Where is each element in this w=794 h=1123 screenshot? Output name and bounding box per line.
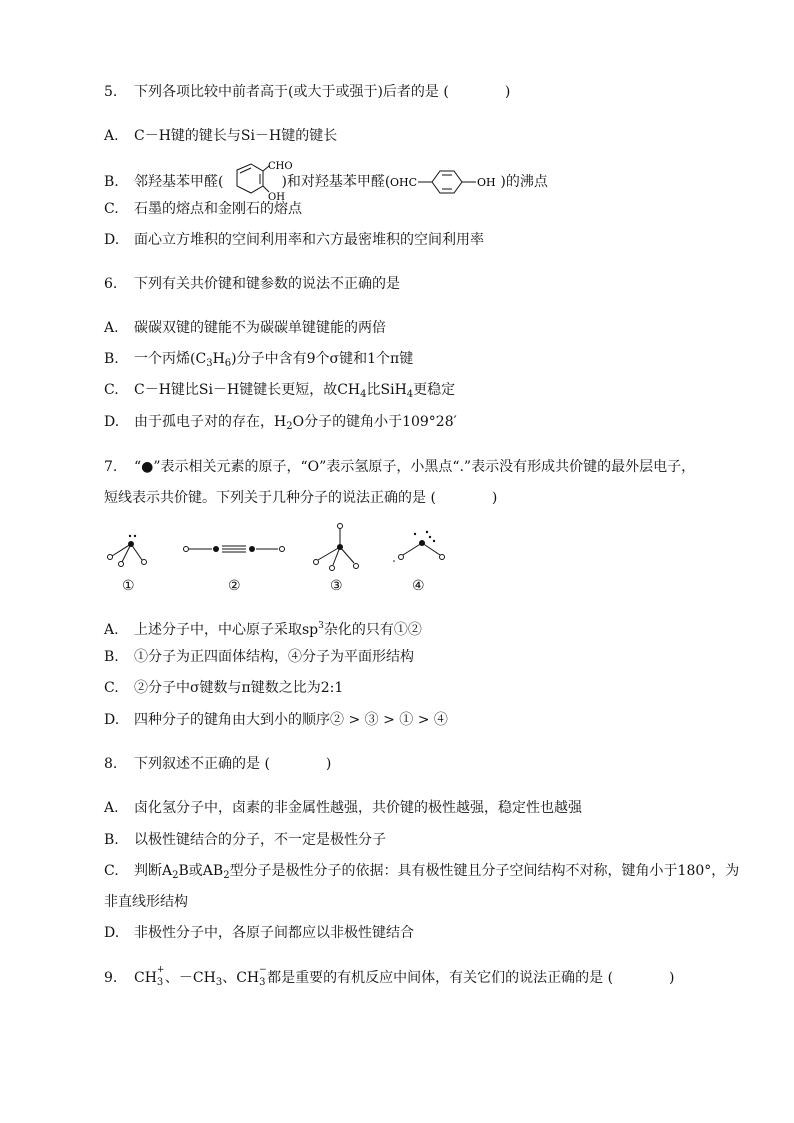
option-text: ①分子为正四面体结构，④分子为平面形结构: [134, 649, 414, 665]
subscript: 2: [172, 870, 179, 881]
option-letter: C.: [104, 680, 119, 696]
q6-text: 下列有关共价键和键参数的说法不正确的是: [134, 276, 400, 292]
option-letter: C.: [104, 201, 119, 217]
option-text: H: [212, 351, 225, 367]
option-letter: A.: [104, 320, 119, 336]
subscript: 2: [223, 870, 230, 881]
q5-option-c: [104, 199, 302, 219]
option-text: 杂化的只有①②: [323, 622, 422, 638]
q9-stem: [104, 965, 724, 993]
option-letter: D.: [104, 712, 120, 728]
option-text: ②分子中σ键数与π键数之比为2:1: [134, 680, 344, 696]
option-letter: D.: [104, 232, 120, 248]
molecule-label-4: ④: [412, 578, 425, 594]
q8-option-c: [104, 861, 739, 886]
ch3-minus-scripts: [259, 965, 267, 988]
option-text: )和对羟基苯甲醛(: [281, 174, 391, 190]
option-text: )分子中含有9个σ键和1个π键: [231, 351, 414, 367]
subscript: 3: [259, 977, 266, 988]
q5-text: 下列各项比较中前者高于(或大于或强于)后者的是 ( ): [134, 84, 511, 100]
option-letter: B.: [104, 174, 119, 190]
option-text: 由于孤电子对的存在，H: [134, 414, 287, 430]
p-hydroxybenzaldehyde-structure: [390, 169, 500, 195]
option-letter: A.: [104, 622, 119, 638]
option-text: O分子的键角小于109°28′: [292, 414, 457, 430]
option-text: 比SiH: [366, 382, 407, 398]
subscript: 4: [406, 389, 414, 400]
option-letter: B.: [104, 832, 119, 848]
q7-number: 7.: [104, 459, 118, 475]
subscript: 3: [206, 358, 213, 369]
q8-option-d: [104, 923, 414, 943]
molecule-2: [184, 546, 285, 552]
q8-option-a: [104, 798, 582, 818]
option-text: 上述分子中，中心原子采取sp: [134, 622, 319, 638]
ohc-label: OHC: [390, 176, 418, 189]
q6-number: 6.: [104, 276, 118, 292]
oh-label-2: OH: [477, 176, 497, 189]
molecule-diagrams: [104, 520, 564, 600]
oh-label: OH: [268, 192, 286, 203]
molecule-label-1: ①: [122, 578, 135, 594]
q5-number: 5.: [104, 84, 118, 100]
subscript: 6: [224, 358, 232, 369]
q6-option-d: [104, 412, 457, 437]
subscript: 2: [286, 421, 293, 432]
cho-label: CHO: [268, 161, 294, 172]
molecule-label-2: ②: [228, 578, 241, 594]
q9-text: CH: [134, 970, 157, 986]
q7-option-a: [104, 616, 422, 640]
option-text: 卤化氢分子中，卤素的非金属性越强，共价键的极性越强，稳定性也越强: [134, 800, 582, 816]
option-letter: C.: [104, 863, 119, 879]
q5-option-b: [104, 162, 548, 202]
q6-option-c: [104, 380, 455, 405]
q7-text-2: 短线表示共价键。下列关于几种分子的说法正确的是 ( ): [104, 490, 498, 506]
option-text: 非极性分子中，各原子间都应以非极性键结合: [134, 925, 414, 941]
q6-option-a: [104, 318, 386, 338]
option-text: 石墨的熔点和金刚石的熔点: [134, 201, 302, 217]
option-text: 碳碳双键的键能不为碳碳单键键能的两倍: [134, 320, 386, 336]
molecule-3: [314, 524, 359, 571]
option-letter: A.: [104, 128, 119, 144]
molecule-1: [108, 535, 147, 567]
option-letter: D.: [104, 925, 120, 941]
option-text: B或AB: [178, 863, 224, 879]
q7-option-b: [104, 647, 414, 667]
q8-option-b: [104, 830, 386, 850]
q8-text: 下列叙述不正确的是 ( ): [134, 756, 332, 772]
q7-stem-line2: [104, 488, 724, 508]
q9-text: 、CH: [222, 970, 260, 986]
option-text: )的沸点: [500, 174, 548, 190]
option-text: 面心立方堆积的空间利用率和六方最密堆积的空间利用率: [134, 232, 484, 248]
option-text: 以极性键结合的分子，不一定是极性分子: [134, 832, 386, 848]
option-text: 四种分子的键角由大到小的顺序② > ③ > ① > ④: [134, 712, 448, 728]
option-text: C－H键比Si－H键键长更短，故CH: [134, 382, 361, 398]
option-text: 一个丙烯(C: [134, 351, 207, 367]
q6-option-b: [104, 349, 413, 374]
option-text: C－H键的键长与Si－H键的键长: [134, 128, 338, 144]
q8-option-c-line2: [104, 892, 188, 912]
option-text: 邻羟基苯甲醛(: [134, 174, 224, 190]
q7-text-1: “●”表示相关元素的原子，“O”表示氢原子，小黑点“.”表示没有形成共价键的最外层电子，: [134, 459, 696, 475]
molecule-label-3: ③: [330, 578, 343, 594]
molecule-4: [393, 531, 444, 562]
superscript: +: [156, 965, 165, 975]
superscript: 3: [318, 621, 324, 631]
q7-option-c: [104, 678, 343, 698]
q8-stem: [104, 754, 724, 774]
q6-stem: [104, 274, 724, 294]
q8-number: 8.: [104, 756, 118, 772]
q5-option-d: [104, 230, 484, 250]
option-letter: D.: [104, 414, 120, 430]
q7-stem-line1: [104, 457, 744, 477]
q9-text: 都是重要的有机反应中间体，有关它们的说法正确的是 ( ): [267, 970, 675, 986]
option-letter: C.: [104, 382, 119, 398]
option-letter: B.: [104, 649, 119, 665]
subscript: 4: [360, 389, 367, 400]
option-text: 型分子是极性分子的依据：具有极性键且分子空间结构不对称，键角小于180°，为: [229, 863, 740, 879]
q5-stem: [104, 82, 724, 102]
q7-option-d: [104, 710, 448, 730]
option-letter: B.: [104, 351, 119, 367]
option-text: 更稳定: [413, 382, 456, 398]
q9-number: 9.: [104, 970, 118, 986]
ch3-plus-scripts: [156, 965, 165, 988]
superscript: −: [259, 965, 267, 975]
molecule-structures: [104, 520, 564, 578]
subscript: 3: [156, 977, 164, 988]
subscript: 3: [215, 977, 223, 988]
option-text: 判断A: [134, 863, 173, 879]
o-hydroxybenzaldehyde-structure: [223, 161, 294, 203]
q5-option-a: [104, 126, 337, 146]
q9-text: 、－CH: [164, 970, 216, 986]
option-text: 非直线形结构: [104, 894, 188, 910]
option-letter: A.: [104, 800, 119, 816]
